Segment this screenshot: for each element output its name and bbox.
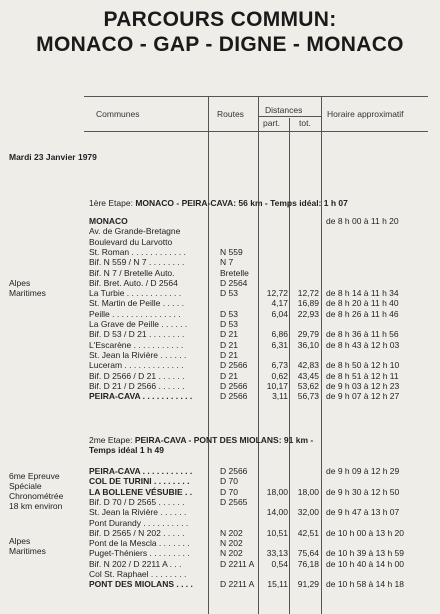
schedule-cell: de 8 h 26 à 11 h 46 xyxy=(326,308,399,319)
table-row xyxy=(0,237,440,247)
table-header-top-rule xyxy=(84,96,428,97)
table-row xyxy=(0,360,440,370)
schedule-cell: de 10 h 40 à 14 h 00 xyxy=(326,558,404,569)
commune-cell: LA BOLLENE VÉSUBIE . . xyxy=(89,486,193,497)
route-cell: D 2565 xyxy=(220,496,248,507)
table-row xyxy=(0,381,440,391)
route-cell: D 70 xyxy=(220,476,238,487)
distance-part-cell: 15,11 xyxy=(267,579,288,590)
region-line: Spéciale xyxy=(9,481,42,491)
route-cell: D 53 xyxy=(220,288,238,299)
table-row xyxy=(0,569,440,579)
commune-cell: Bif. Bret. Auto. / D 2564 xyxy=(89,277,178,288)
distance-total-cell: 91,29 xyxy=(297,579,319,590)
schedule-cell: de 8 h 36 à 11 h 56 xyxy=(326,329,399,340)
distance-total-cell: 76,18 xyxy=(297,558,319,569)
page-title-line-1: PARCOURS COMMUN: xyxy=(103,8,337,31)
stage-1-prefix: 1ère Etape: xyxy=(89,198,136,208)
schedule-cell: de 9 h 30 à 12 h 50 xyxy=(326,486,400,497)
route-cell: N 202 xyxy=(220,548,243,559)
date-label: Mardi 23 Janvier 1979 xyxy=(9,152,97,162)
distance-part-cell: 6,31 xyxy=(271,339,288,350)
commune-cell: Col St. Raphael . . . . . . . . xyxy=(89,569,187,579)
table-row xyxy=(0,226,440,236)
distance-part-cell: 10,17 xyxy=(266,380,288,391)
page-title-line-2: MONACO - GAP - DIGNE - MONACO xyxy=(36,33,404,56)
schedule-cell: de 9 h 47 à 13 h 07 xyxy=(326,507,400,518)
table-header-bottom-rule xyxy=(84,131,428,132)
route-cell: D 53 xyxy=(220,319,238,329)
header-tot: tot. xyxy=(299,118,311,128)
table-row xyxy=(0,487,440,497)
commune-cell: Bif. N 559 / N 7 . . . . . . . . xyxy=(89,257,185,268)
commune-cell: St. Roman . . . . . . . . . . . . xyxy=(89,246,186,257)
commune-cell: St. Martin de Peille . . . . . xyxy=(89,298,184,309)
distance-total-cell: 56,73 xyxy=(297,391,319,402)
schedule-cell: de 8 h 00 à 11 h 20 xyxy=(326,216,399,226)
table-row xyxy=(0,309,440,319)
region-line: Chronométrée xyxy=(9,491,64,501)
distance-part-cell: 3,11 xyxy=(272,391,288,402)
table-row xyxy=(0,350,440,360)
route-cell: D 70 xyxy=(220,486,238,497)
region-line: 6me Epreuve xyxy=(9,471,60,481)
header-routes: Routes xyxy=(217,109,244,119)
schedule-cell: de 10 h 00 à 13 h 20 xyxy=(326,527,404,538)
schedule-cell: de 9 h 07 à 12 h 27 xyxy=(326,391,400,402)
region-line: Alpes xyxy=(9,278,31,288)
table-row xyxy=(0,268,440,278)
distance-part-cell: 4,17 xyxy=(271,298,288,309)
table-row xyxy=(0,466,440,476)
stage-2-prefix: 2me Etape: xyxy=(89,435,135,445)
schedule-cell: de 8 h 14 à 11 h 34 xyxy=(326,288,399,299)
region-line: Maritimes xyxy=(9,288,46,298)
route-cell: N 7 xyxy=(220,257,234,268)
commune-cell: Bif. D 53 / D 21 . . . . . . . . xyxy=(89,329,185,340)
schedule-cell: de 8 h 50 à 12 h 10 xyxy=(326,360,400,371)
route-cell: N 559 xyxy=(220,246,243,257)
table-row xyxy=(0,579,440,589)
route-cell: N 202 xyxy=(220,527,243,538)
commune-cell: St. Jean la Rivière . . . . . . xyxy=(89,507,187,518)
route-cell: N 202 xyxy=(220,538,243,549)
route-cell: D 21 xyxy=(220,349,238,360)
table-row xyxy=(0,247,440,257)
distance-total-cell: 29,79 xyxy=(297,329,319,340)
stage-2-ideal-time: Temps idéal 1 h 49 xyxy=(89,445,164,455)
table-row xyxy=(0,538,440,548)
table-row xyxy=(0,298,440,308)
distance-part-cell: 0,62 xyxy=(271,370,288,381)
route-cell: D 2211 A xyxy=(220,579,255,590)
commune-cell: Bif. N 202 / D 2211 A . . . xyxy=(89,558,182,569)
distance-total-cell: 12,72 xyxy=(297,288,319,299)
distance-total-cell: 36,10 xyxy=(297,339,319,350)
table-row xyxy=(0,559,440,569)
schedule-cell: de 9 h 03 à 12 h 23 xyxy=(326,380,400,391)
distance-total-cell: 18,00 xyxy=(297,486,319,497)
commune-cell: PEIRA-CAVA . . . . . . . . . . . xyxy=(89,391,193,402)
table-row xyxy=(0,518,440,528)
route-cell: D 2566 xyxy=(220,360,248,371)
commune-cell: MONACO xyxy=(89,216,128,226)
commune-cell: Peille . . . . . . . . . . . . . . . xyxy=(89,308,181,319)
commune-cell: Puget-Théniers . . . . . . . . . xyxy=(89,548,190,559)
table-row xyxy=(0,548,440,558)
route-cell: D 2211 A xyxy=(220,558,255,569)
schedule-cell: de 8 h 20 à 11 h 40 xyxy=(326,298,399,309)
stage-1-heading xyxy=(89,198,348,208)
commune-cell: Bif. D 2566 / D 21 . . . . . . xyxy=(89,370,185,381)
table-row xyxy=(0,319,440,329)
route-cell: D 2564 xyxy=(220,277,248,288)
route-cell: D 2566 xyxy=(220,391,248,402)
distance-total-cell: 16,89 xyxy=(297,298,319,309)
commune-cell: St. Jean la Rivière . . . . . . xyxy=(89,349,187,360)
region-line: Maritimes xyxy=(9,546,46,556)
commune-cell: Pont Durandy . . . . . . . . . . xyxy=(89,517,189,528)
stage-2-title: PEIRA-CAVA - PONT DES MIOLANS: 91 km - xyxy=(134,435,314,445)
header-communes: Communes xyxy=(96,109,140,119)
region-line: 18 km environ xyxy=(9,501,63,511)
distance-part-cell: 14,00 xyxy=(266,507,288,518)
table-row xyxy=(0,528,440,538)
commune-cell: L'Escarène . . . . . . . . . . . xyxy=(89,339,184,350)
route-cell: Bretelle xyxy=(220,267,249,278)
table-row xyxy=(0,497,440,507)
distance-total-cell: 32,00 xyxy=(297,507,319,518)
distance-part-cell: 12,72 xyxy=(266,288,288,299)
commune-cell: Pont de la Mescla . . . . . . . xyxy=(89,538,190,549)
table-row xyxy=(0,257,440,267)
commune-cell: Bif. N 7 / Bretelle Auto. xyxy=(89,267,175,278)
commune-cell: Bif. D 2565 / N 202 . . . . . xyxy=(89,527,185,538)
distance-part-cell: 18,00 xyxy=(266,486,288,497)
distance-total-cell: 22,93 xyxy=(297,308,319,319)
distances-subheader-rule xyxy=(258,116,321,117)
route-cell: D 21 xyxy=(220,329,238,340)
header-horaire: Horaire approximatif xyxy=(327,109,404,119)
route-cell: D 21 xyxy=(220,370,238,381)
distance-part-cell: 33,13 xyxy=(266,548,288,559)
table-row xyxy=(0,476,440,486)
table-row xyxy=(0,507,440,517)
table-row xyxy=(0,288,440,298)
distance-part-cell: 6,86 xyxy=(271,329,288,340)
commune-cell: COL DE TURINI . . . . . . . . xyxy=(89,476,190,487)
commune-cell: Boulevard du Larvotto xyxy=(89,236,173,247)
commune-cell: La Turbie . . . . . . . . . . . . xyxy=(89,288,182,299)
route-cell: D 2566 xyxy=(220,466,248,476)
distance-part-cell: 0,54 xyxy=(271,558,288,569)
table-row xyxy=(0,391,440,401)
route-cell: D 21 xyxy=(220,339,238,350)
table-row xyxy=(0,340,440,350)
table-row xyxy=(0,329,440,339)
commune-cell: PEIRA-CAVA . . . . . . . . . . . xyxy=(89,466,193,476)
distance-total-cell: 75,64 xyxy=(297,548,319,559)
distance-total-cell: 43,45 xyxy=(297,370,319,381)
commune-cell: Bif. D 70 / D 2565 . . . . . . xyxy=(89,496,185,507)
route-cell: D 2566 xyxy=(220,380,248,391)
distance-total-cell: 42,51 xyxy=(297,527,319,538)
distance-total-cell: 53,62 xyxy=(297,380,319,391)
route-cell: D 53 xyxy=(220,308,238,319)
commune-cell: Luceram . . . . . . . . . . . . . xyxy=(89,360,184,371)
table-row xyxy=(0,216,440,226)
commune-cell: Av. de Grande-Bretagne xyxy=(89,226,181,237)
distance-total-cell: 42,83 xyxy=(297,360,319,371)
distance-part-cell: 10,51 xyxy=(266,527,288,538)
distance-part-cell: 6,04 xyxy=(271,308,288,319)
schedule-cell: de 10 h 39 à 13 h 59 xyxy=(326,548,404,559)
distance-part-cell: 6,73 xyxy=(271,360,288,371)
commune-cell: Bif. D 21 / D 2566 . . . . . . xyxy=(89,380,185,391)
table-row xyxy=(0,371,440,381)
commune-cell: PONT DES MIOLANS . . . . xyxy=(89,579,193,590)
table-row xyxy=(0,278,440,288)
stage-1-title: MONACO - PEIRA-CAVA: 56 km - Temps idéal: 1 h 07 xyxy=(135,198,348,208)
schedule-cell: de 10 h 58 à 14 h 18 xyxy=(326,579,404,590)
schedule-cell: de 8 h 43 à 12 h 03 xyxy=(326,339,400,350)
header-part: part. xyxy=(263,118,281,128)
header-distances: Distances xyxy=(265,105,303,115)
schedule-cell: de 8 h 51 à 12 h 11 xyxy=(326,370,399,381)
commune-cell: La Grave de Peille . . . . . . xyxy=(89,319,188,329)
stage-2-heading xyxy=(89,435,313,455)
schedule-cell: de 9 h 09 à 12 h 29 xyxy=(326,466,400,476)
region-line: Alpes xyxy=(9,536,31,546)
